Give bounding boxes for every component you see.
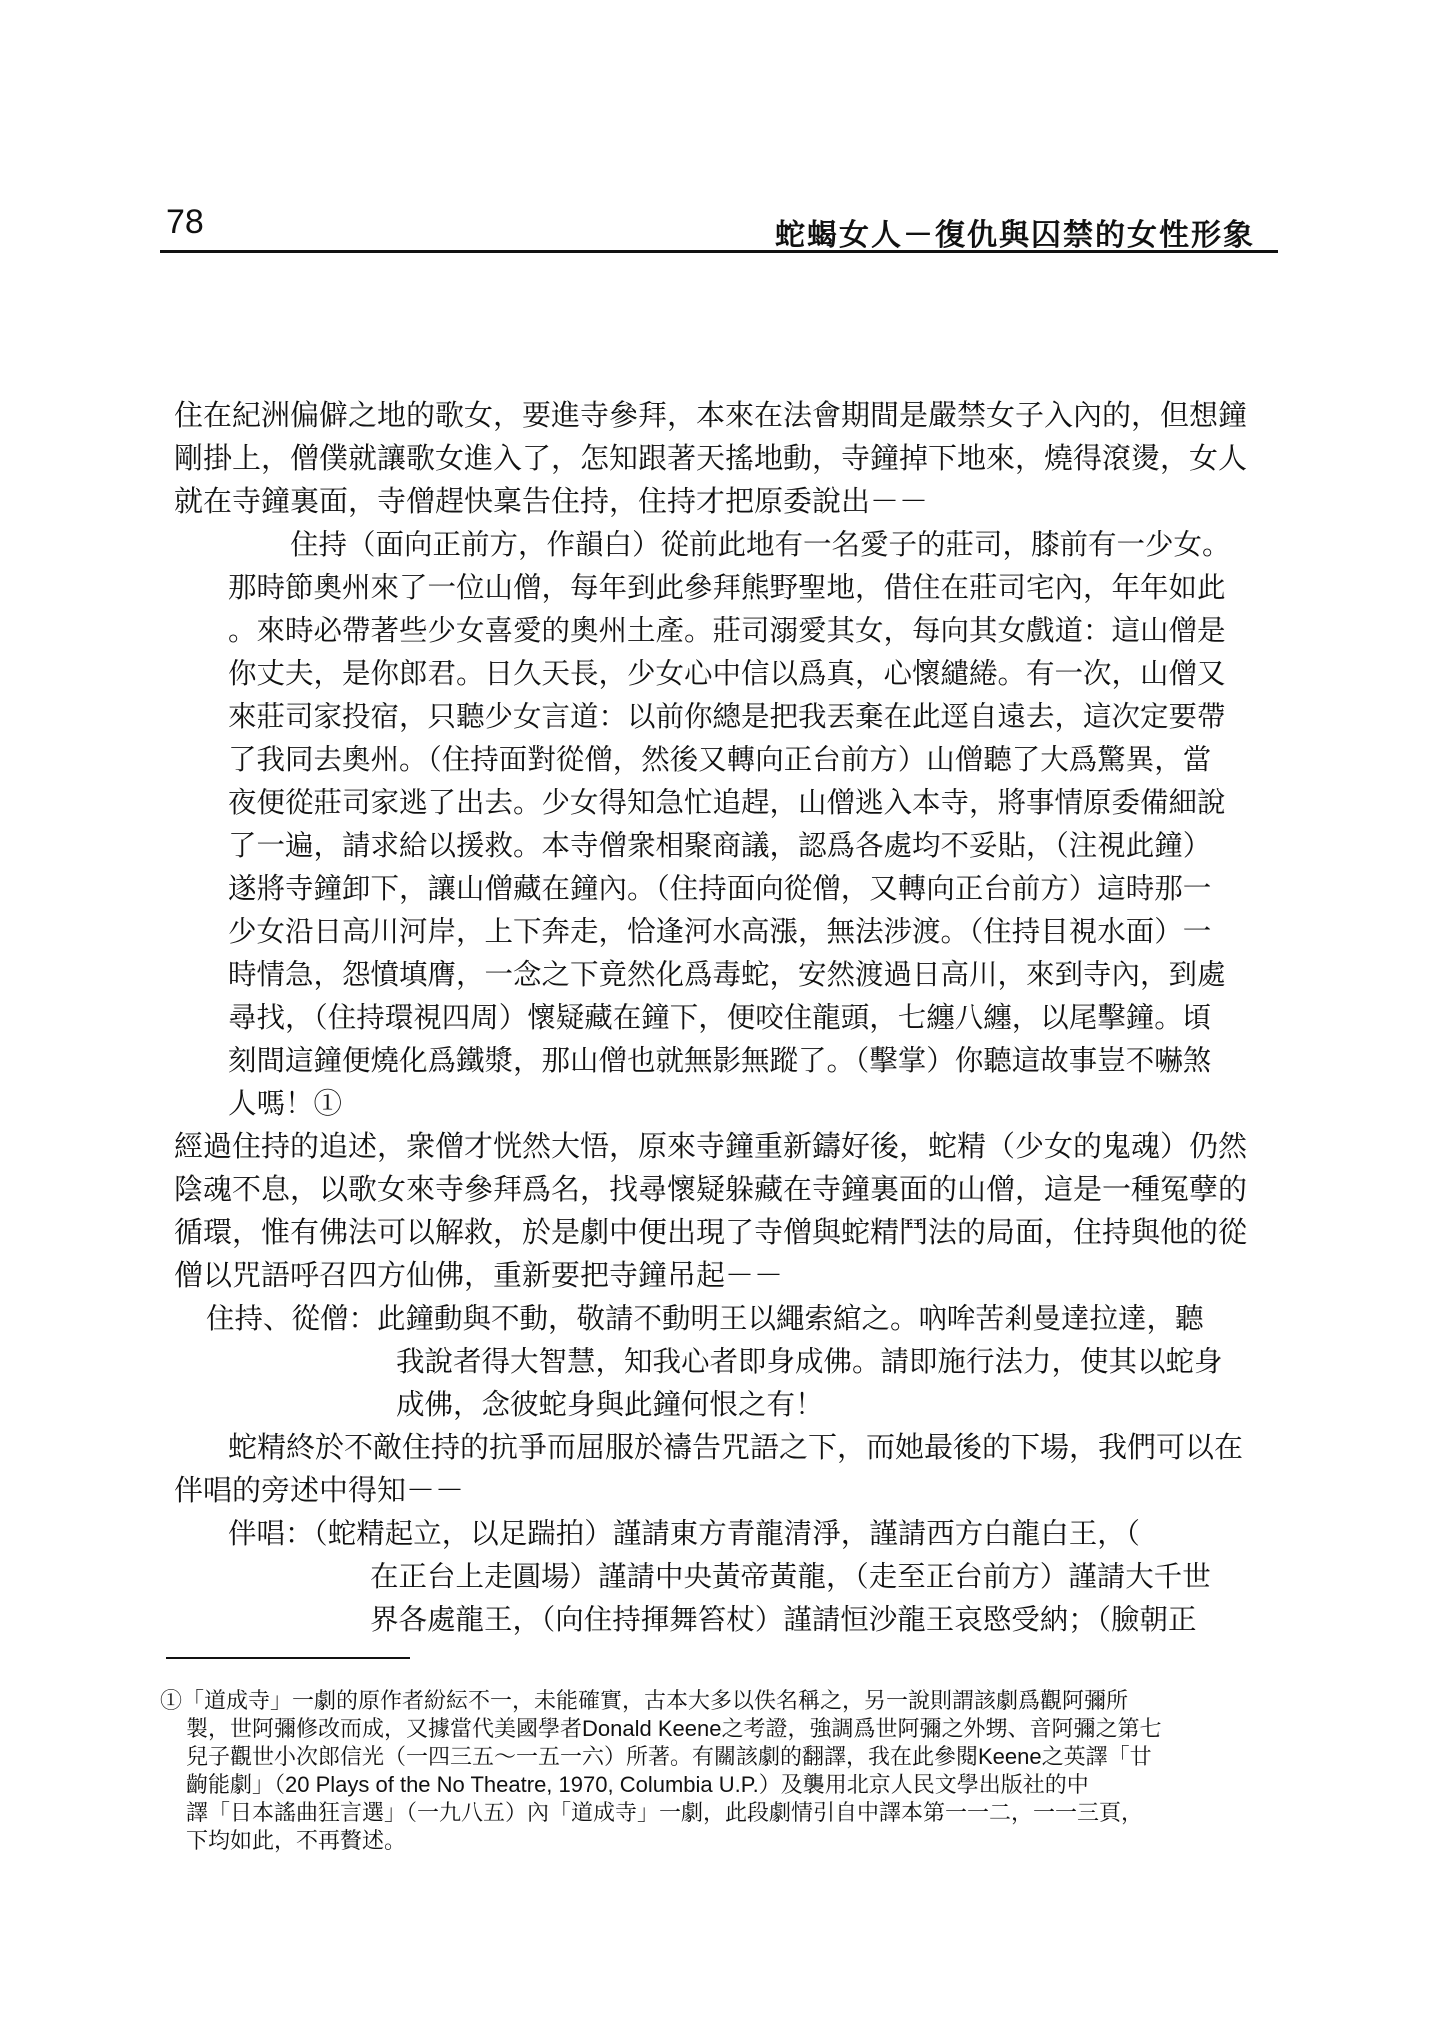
body-line: 陰魂不息，以歌女來寺參拜爲名，找尋懷疑躲藏在寺鐘裏面的山僧，這是一種冤孽的 bbox=[174, 1172, 1248, 1206]
page-number: 78 bbox=[166, 203, 204, 241]
dialogue-line: 了一遍，請求給以援救。本寺僧衆相聚商議，認爲各處均不妥貼，（注視此鐘） bbox=[228, 829, 1212, 862]
dialogue-line: 成佛，念彼蛇身與此鐘何恨之有！ bbox=[396, 1388, 824, 1421]
body-line: 伴唱的旁述中得知－－ bbox=[174, 1473, 465, 1507]
dialogue-line: 你丈夫，是你郎君。日久天長，少女心中信以爲真，心懷繾綣。有一次，山僧又 bbox=[228, 657, 1226, 690]
dialogue-line: 在正台上走圓場）謹請中央黃帝黃龍，（走至正台前方）謹請大千世 bbox=[370, 1560, 1211, 1593]
dialogue-line: 伴唱：（蛇精起立，以足踹拍）謹請東方青龍清淨，謹請西方白龍白王，（ bbox=[228, 1517, 1141, 1550]
body-line: 就在寺鐘裏面，寺僧趕快稟告住持，住持才把原委說出－－ bbox=[174, 484, 929, 518]
dialogue-line: 那時節奧州來了一位山僧，每年到此參拜熊野聖地，借住在莊司宅內，年年如此 bbox=[228, 571, 1226, 604]
dialogue-line: 來莊司家投宿，只聽少女言道：以前你總是把我丟棄在此逕自遠去，這次定要帶 bbox=[228, 700, 1226, 733]
body-line: 經過住持的追述，衆僧才恍然大悟，原來寺鐘重新鑄好後，蛇精（少女的鬼魂）仍然 bbox=[174, 1129, 1248, 1163]
dialogue-line: 夜便從莊司家逃了出去。少女得知急忙追趕，山僧逃入本寺，將事情原委備細說 bbox=[228, 786, 1226, 819]
footnote-line: 譯「日本謠曲狂言選」（一九八五）內「道成寺」一劇，此段劇情引自中譯本第一一二，一一三頁， bbox=[186, 1800, 1144, 1825]
dialogue-line: 住持、從僧：此鐘動與不動，敬請不動明王以繩索綰之。吶哞苦剎曼達拉達，聽 bbox=[206, 1302, 1204, 1335]
dialogue-line: 時情急，怨憤填膺，一念之下竟然化爲毒蛇，安然渡過日高川，來到寺內，到處 bbox=[228, 958, 1226, 991]
body-text bbox=[174, 394, 1262, 1641]
dialogue-line: 少女沿日高川河岸，上下奔走，恰逢河水高漲，無法涉渡。（住持目視水面）一 bbox=[228, 915, 1212, 948]
footnote-line: 齣能劇」（20 Plays of the No Theatre, 1970, Columbia U.P.）及襲用北京人民文學出版社的中 bbox=[186, 1772, 1089, 1797]
dialogue-line: 我說者得大智慧，知我心者即身成佛。請即施行法力，使其以蛇身 bbox=[396, 1345, 1223, 1378]
footnote-line: 製，世阿彌修改而成，又據當代美國學者Donald Keene之考證，強調爲世阿彌之外甥、音阿彌之第七 bbox=[186, 1716, 1162, 1741]
dialogue-line: 住持（面向正前方，作韻白）從前此地有一名愛子的莊司，膝前有一少女。 bbox=[290, 528, 1231, 561]
header-rule bbox=[160, 250, 1278, 253]
dialogue-line: 人嗎！① bbox=[228, 1087, 343, 1120]
running-head: 蛇蝎女人－復仇與囚禁的女性形象 bbox=[775, 218, 1255, 253]
dialogue-line: 遂將寺鐘卸下，讓山僧藏在鐘內。（住持面向從僧，又轉向正台前方）這時那一 bbox=[228, 872, 1212, 905]
body-line: 循環，惟有佛法可以解救，於是劇中便出現了寺僧與蛇精鬥法的局面，住持與他的從 bbox=[174, 1215, 1248, 1249]
footnote-line: ①「道成寺」一劇的原作者紛紜不一，未能確實，古本大多以佚名稱之，另一說則謂該劇爲觀阿彌所 bbox=[160, 1688, 1129, 1713]
dialogue-line: 了我同去奧州。（住持面對從僧，然後又轉向正台前方）山僧聽了大爲驚異，當 bbox=[228, 743, 1212, 776]
body-line: 住在紀洲偏僻之地的歌女，要進寺參拜，本來在法會期間是嚴禁女子入內的，但想鐘 bbox=[174, 398, 1248, 432]
dialogue-line: 界各處龍王，（向住持揮舞笞杖）謹請恒沙龍王哀愍受納；（臉朝正 bbox=[370, 1603, 1197, 1636]
dialogue-line: 刻間這鐘便燒化爲鐵漿，那山僧也就無影無蹤了。（擊掌）你聽這故事豈不嚇煞 bbox=[228, 1044, 1212, 1077]
body-line: 蛇精終於不敵住持的抗爭而屈服於禱告咒語之下，而她最後的下場，我們可以在 bbox=[228, 1430, 1244, 1464]
body-line: 僧以咒語呼召四方仙佛，重新要把寺鐘吊起－－ bbox=[174, 1258, 784, 1292]
footnote-line: 兒子觀世小次郎信光（一四三五～一五一六）所著。有關該劇的翻譯，我在此參閱Keene之英譯「廿 bbox=[186, 1744, 1152, 1769]
footnote-rule bbox=[166, 1657, 410, 1659]
body-line: 剛掛上，僧僕就讓歌女進入了，怎知跟著天搖地動，寺鐘掉下地來，燒得滾燙，女人 bbox=[174, 441, 1248, 475]
dialogue-line: 。來時必帶著些少女喜愛的奧州土產。莊司溺愛其女，每向其女戲道：這山僧是 bbox=[228, 614, 1226, 647]
footnote-line: 下均如此，不再贅述。 bbox=[186, 1828, 407, 1853]
dialogue-line: 尋找，（住持環視四周）懷疑藏在鐘下，便咬住龍頭，七纏八纏，以尾擊鐘。頃 bbox=[228, 1001, 1212, 1034]
footnote bbox=[160, 1687, 1264, 1855]
